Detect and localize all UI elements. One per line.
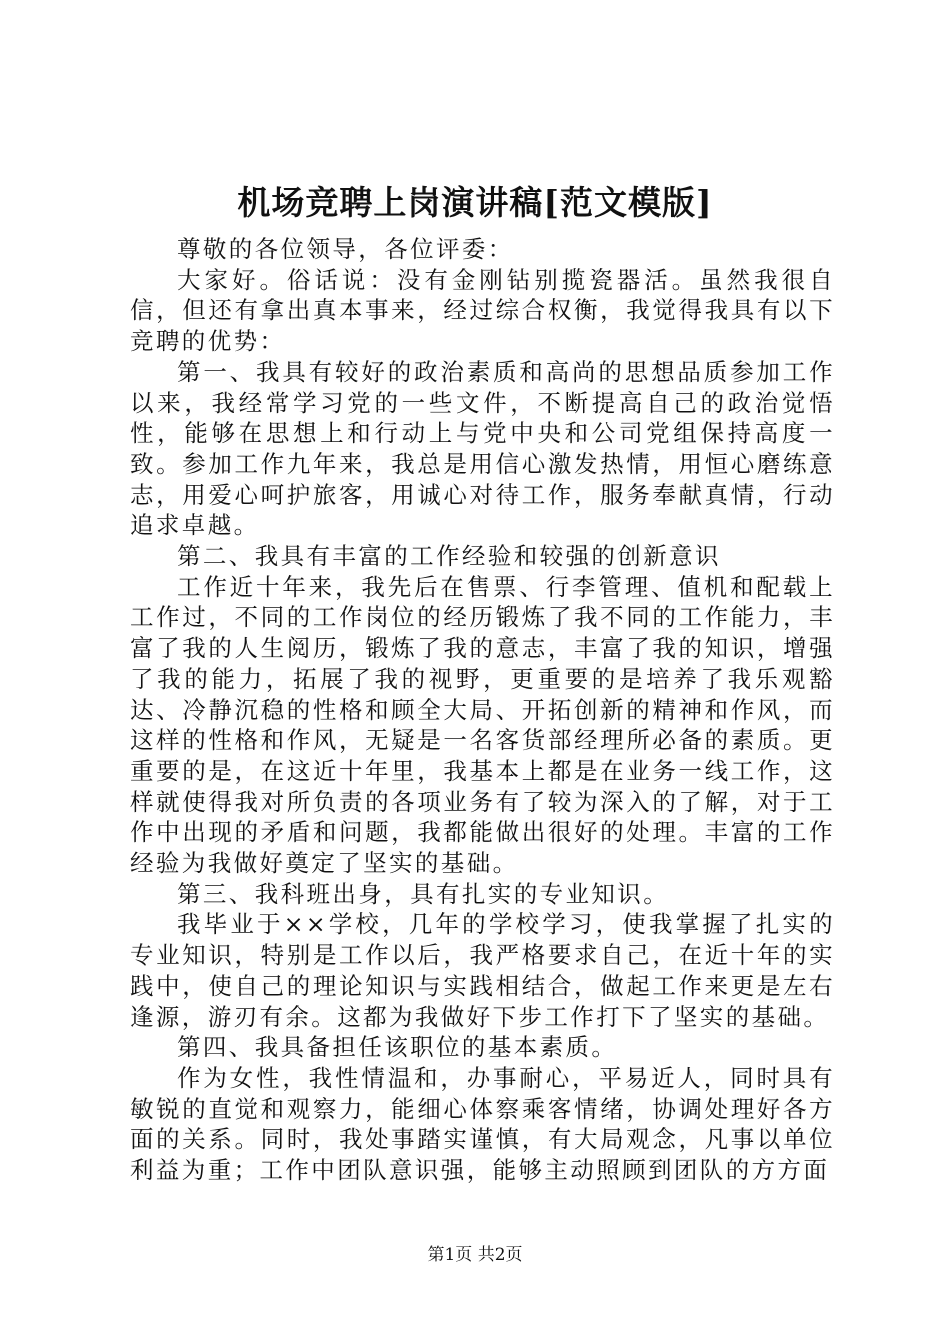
section-heading: 第二、我具有丰富的工作经验和较强的创新意识	[177, 542, 721, 571]
document-title: 机场竞聘上岗演讲稿[范文模版]	[237, 183, 713, 222]
section-heading: 第三、我科班出身，具有扎实的专业知识。	[177, 879, 670, 908]
document-body	[130, 234, 835, 1186]
body-paragraph: 大家好。俗话说：没有金刚钻别揽瓷器活。虽然我很自信，但还有拿出真本事来，经过综合权衡，我觉得我具有以下竞聘的优势：	[130, 265, 835, 356]
body-paragraph: 作为女性，我性情温和，办事耐心，平易近人，同时具有敏锐的直觉和观察力，能细心体察乘客情绪，协调处理好各方面的关系。同时，我处事踏实谨慎，有大局观念，凡事以单位利益为重；工作中团队意识强，能够主动照顾到团队的方方面	[130, 1063, 835, 1185]
body-paragraph: 我毕业于××学校，几年的学校学习，使我掌握了扎实的专业知识，特别是工作以后，我严格要求自己，在近十年的实践中，使自己的理论知识与实践相结合，做起工作来更是左右逢源，游刃有余。这都为我做好下步工作打下了坚实的基础。	[130, 910, 835, 1031]
page-footer: 第1页 共2页	[427, 1245, 523, 1265]
section-heading: 第四、我具备担任该职位的基本素质。	[177, 1033, 618, 1062]
body-paragraph: 工作近十年来，我先后在售票、行李管理、值机和配载上工作过，不同的工作岗位的经历锻炼了我不同的工作能力，丰富了我的人生阅历，锻炼了我的意志，丰富了我的知识，增强了我的能力，拓展了我的视野，更重要的是培养了我乐观豁达、冷静沉稳的性格和顾全大局、开拓创新的精神和作风，而这样的性格和作风，无疑是一名客货部经理所必备的素质。更重要的是，在这近十年里，我基本上都是在业务一线工作，这样就使得我对所负责的各项业务有了较为深入的了解，对于工作中出现的矛盾和问题，我都能做出很好的处理。丰富的工作经验为我做好奠定了坚实的基础。	[130, 572, 835, 878]
body-paragraph: 第一、我具有较好的政治素质和高尚的思想品质参加工作以来，我经常学习党的一些文件，不断提高自己的政治觉悟性，能够在思想上和行动上与党中央和公司党组保持高度一致。参加工作九年来，我总是用信心激发热情，用恒心磨练意志，用爱心呵护旅客，用诚心对待工作，服务奉献真情，行动追求卓越。	[130, 357, 835, 540]
salutation-paragraph: 尊敬的各位领导，各位评委：	[177, 235, 514, 263]
